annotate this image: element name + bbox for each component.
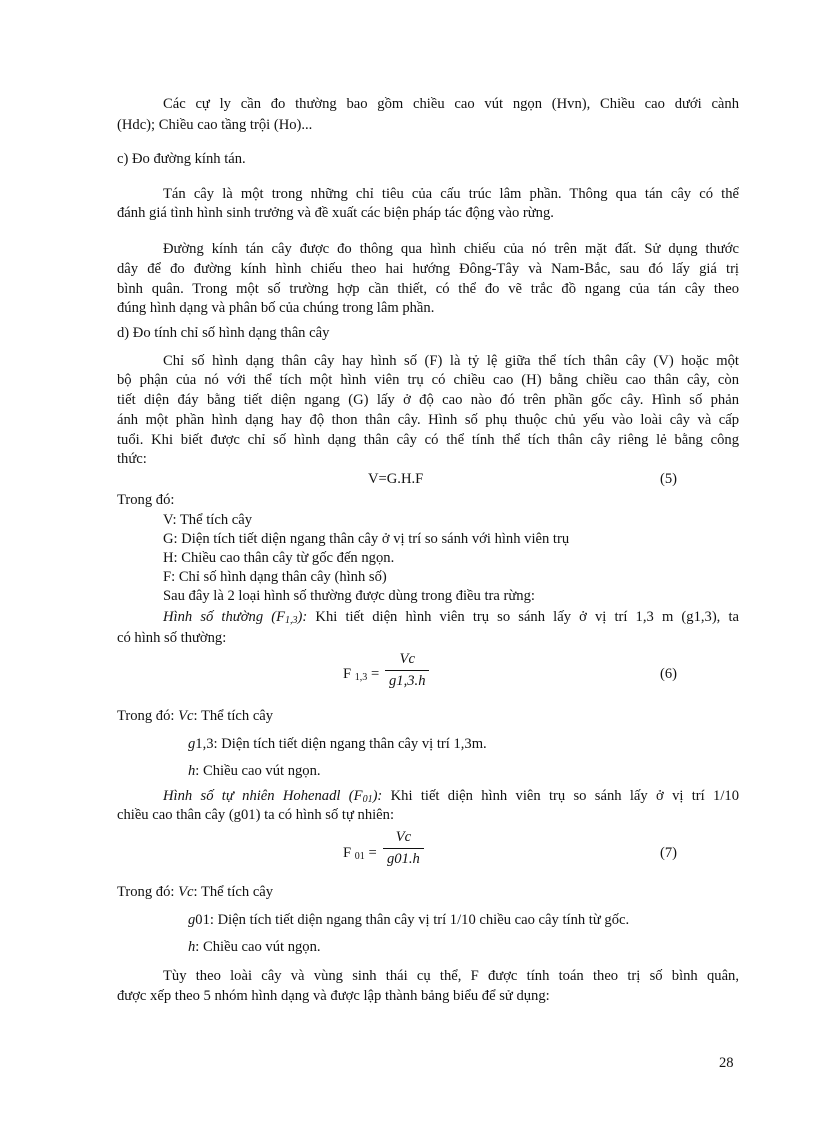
where-label: Trong đó: — [117, 492, 175, 508]
paragraph-line: đúng hình dạng và phân bố của chúng trong lâm phần. — [117, 300, 435, 316]
definition-g: G: Diện tích tiết diện ngang thân cây ở vị trí so sánh với hình viên trụ — [163, 531, 570, 547]
section-heading: d) Đo tính chỉ số hình dạng thân cây — [117, 325, 330, 341]
paragraph-line: Chỉ số hình dạng thân cây hay hình số (F) là tỷ lệ giữa thể tích thân cây (V) hoặc một — [163, 353, 739, 369]
paragraph-line: ánh một phần hình dạng hay độ thon thân cây. Hình số phụ thuộc chủ yếu vào loài cây và cấp — [117, 412, 739, 428]
equation-number-6: (6) — [660, 666, 678, 682]
denominator: g1,3.h — [385, 670, 429, 690]
definition-v: V: Thể tích cây — [163, 512, 253, 528]
paragraph-line: Sau đây là 2 loại hình số thường được dùng trong điều tra rừng: — [163, 588, 535, 604]
paragraph-line: tuổi. Khi biết được chỉ số hình dạng thân cây có thể tính thể tích thân cây riêng lẻ bằng công — [117, 432, 739, 448]
where-line: h: Chiều cao vút ngọn. — [188, 763, 321, 779]
paragraph-line: được xếp theo 5 nhóm hình dạng và được lập thành bảng biểu để sử dụng: — [117, 988, 550, 1004]
numerator: Vc — [395, 829, 412, 845]
paragraph-line: đánh giá tình hình sinh trưởng và đề xuất các biện pháp tác động vào rừng. — [117, 205, 554, 221]
where-line: g01: Diện tích tiết diện ngang thân cây vị trí 1/10 chiều cao cây tính từ gốc. — [188, 912, 630, 928]
section-heading: c) Đo đường kính tán. — [117, 151, 246, 167]
term-hinh-so-tu-nhien: Hình số tự nhiên Hohenadl $(F_{01})$: — [163, 788, 383, 805]
paragraph-line: Các cự ly cần đo thường bao gồm chiều cao vút ngọn (Hvn), Chiều cao dưới cành — [163, 96, 739, 112]
paragraph-line: thức: — [117, 451, 147, 467]
equation-6-fraction — [385, 651, 429, 690]
numerator: Vc — [399, 651, 415, 667]
equation-7-lhs: F $_{01}$ = — [343, 845, 377, 862]
paragraph-line: (Hdc); Chiều cao tầng trội (Ho)... — [117, 117, 313, 133]
denominator: g01.h — [383, 848, 424, 868]
paragraph-line: bình quân. Trong một số trường hợp cần thiết, có thể đo vẽ trắc đồ ngang của tán cây theo — [117, 281, 739, 297]
paragraph-line: bộ phận của nó với thể tích một hình viên trụ có chiều cao (H) bằng chiều cao thân cây, còn — [117, 372, 739, 388]
paragraph-line: chiều cao thân cây (g01) ta có hình số tự nhiên: — [117, 807, 394, 823]
definition-f: F: Chỉ số hình dạng thân cây (hình số) — [163, 569, 387, 585]
paragraph-line: Đường kính tán cây được đo thông qua hình chiếu của nó trên mặt đất. Sử dụng thước — [163, 241, 739, 257]
where-line: Trong đó: Vc: Thể tích cây — [117, 708, 274, 724]
where-line: h: Chiều cao vút ngọn. — [188, 939, 321, 955]
equation-number-7: (7) — [660, 845, 678, 861]
paragraph-line: Tán cây là một trong những chỉ tiêu của cấu trúc lâm phần. Thông qua tán cây có thể — [163, 186, 739, 202]
paragraph-line: Tùy theo loài cây và vùng sinh thái cụ thể, F được tính toán theo trị số bình quân, — [163, 968, 739, 984]
paragraph-line: có hình số thường: — [117, 630, 227, 646]
term-hinh-so-thuong: Hình số thường $(F_{1,3})$: — [163, 609, 308, 626]
paragraph-line: tiết diện đáy bằng tiết diện ngang (G) lấy ở độ cao nào đó trên phần gốc cây. Hình số phản — [117, 392, 739, 408]
paragraph-line: Hình số thường $(F_{1,3})$: Khi tiết diện hình viên trụ so sánh lấy ở vị trí 1,3 m (g1,3), ta — [163, 609, 739, 626]
where-line: g1,3: Diện tích tiết diện ngang thân cây vị trí 1,3m. — [188, 736, 487, 752]
equation-6-lhs: F $_{1,3}$ = — [343, 666, 380, 683]
paragraph-line: dây để đo đường kính hình chiếu theo hai hướng Đông-Tây và Nam-Bắc, sau đó lấy giá trị — [117, 261, 739, 277]
equation-5: V=G.H.F — [368, 471, 424, 487]
where-line: Trong đó: Vc: Thể tích cây — [117, 884, 274, 900]
paragraph-line: Hình số tự nhiên Hohenadl $(F_{01})$: Khi tiết diện hình viên trụ so sánh lấy ở vị trí 1/10 — [163, 788, 739, 805]
equation-number-5: (5) — [660, 471, 678, 487]
page-number: 28 — [719, 1055, 734, 1071]
equation-7-fraction — [383, 829, 424, 868]
definition-h: H: Chiều cao thân cây từ gốc đến ngọn. — [163, 550, 395, 566]
